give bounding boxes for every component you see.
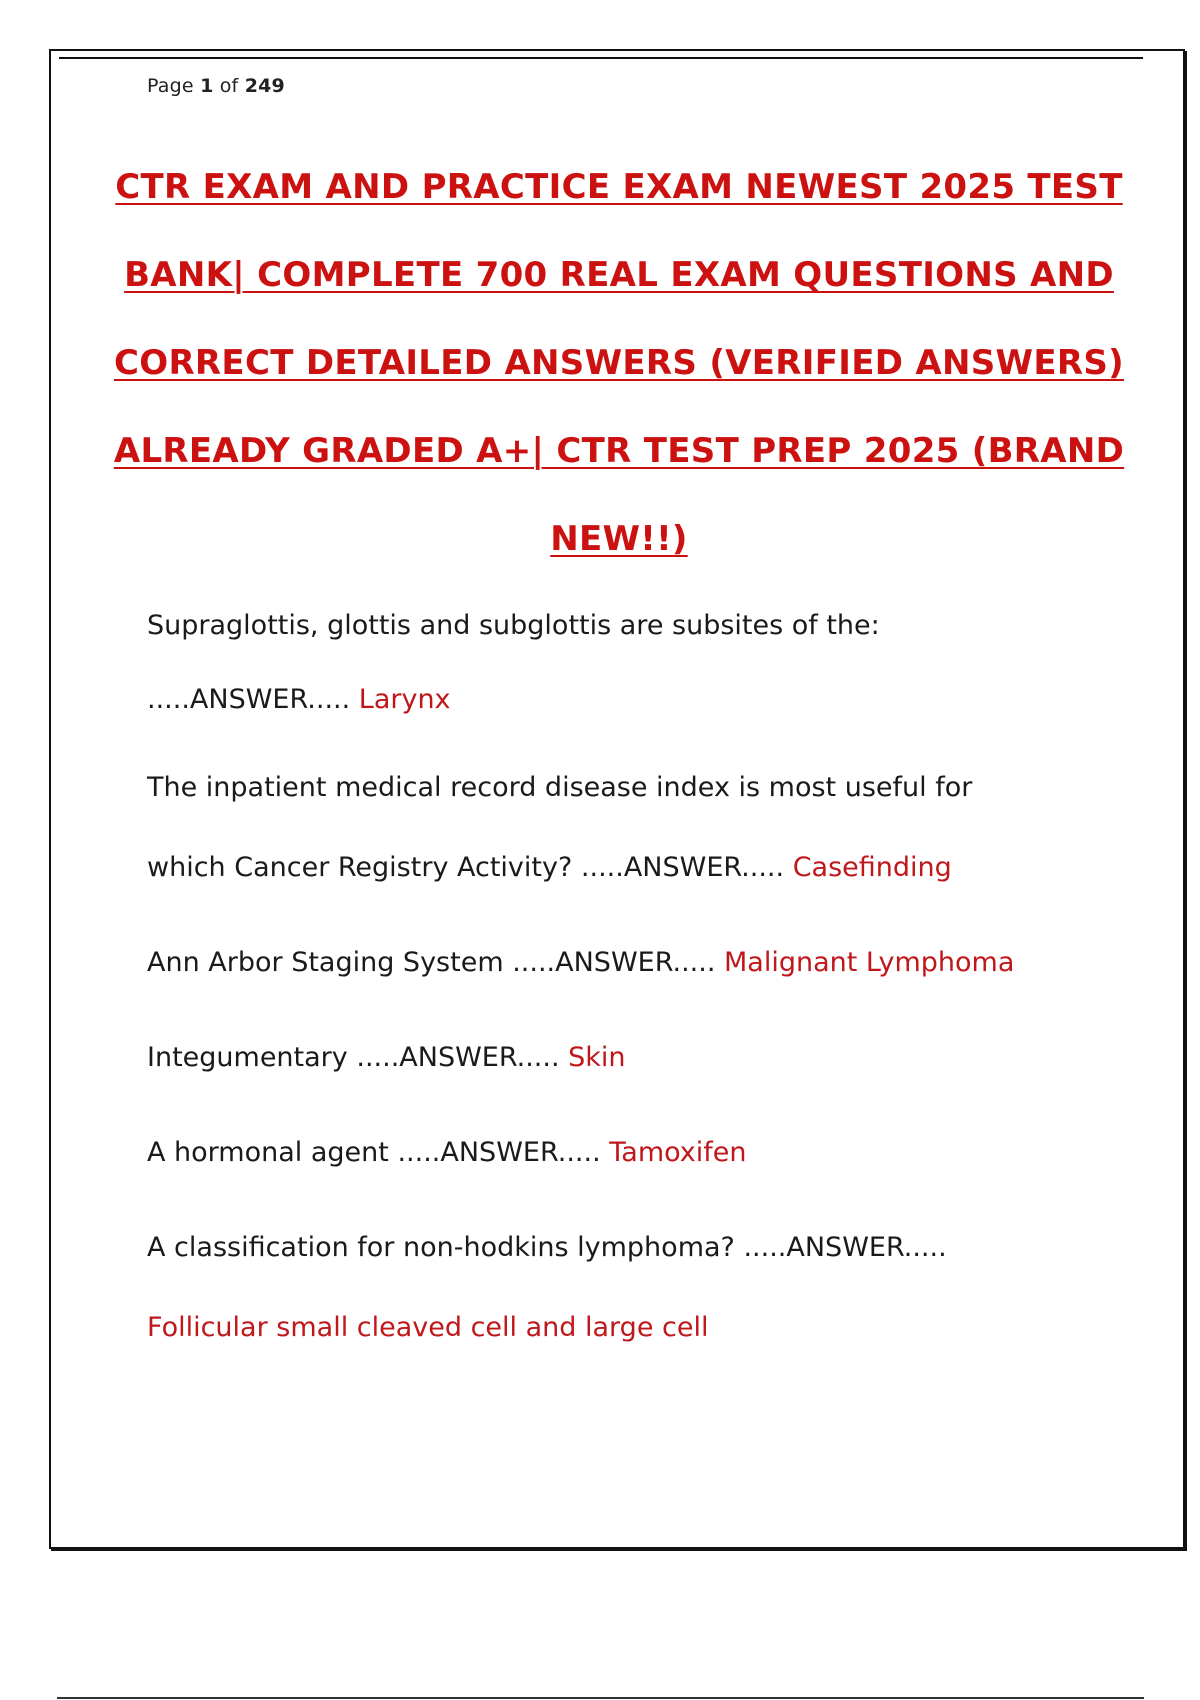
page-total: 249: [244, 75, 285, 97]
answer-line: [147, 685, 1147, 715]
answer-marker: .....ANSWER.....: [512, 947, 716, 978]
question-text: [147, 773, 1147, 803]
answer-line: [147, 1313, 1147, 1343]
question: which Cancer Registry Activity?: [147, 852, 573, 883]
question-answer-line: [147, 1138, 1147, 1168]
answer: Malignant Lymphoma: [724, 947, 1015, 978]
answer-marker: .....ANSWER.....: [397, 1137, 601, 1168]
question-answer-line: [147, 1043, 1147, 1073]
page-label: Page: [147, 75, 194, 97]
title-line: BANK| COMPLETE 700 REAL EXAM QUESTIONS AND: [124, 255, 1114, 295]
question-answer-line: [147, 853, 1147, 883]
answer: Follicular small cleaved cell and large cell: [147, 1312, 709, 1343]
question-answer-line: [147, 948, 1147, 978]
answer: Casefinding: [792, 852, 952, 883]
title-line: CORRECT DETAILED ANSWERS (VERIFIED ANSWERS): [114, 343, 1124, 383]
title-line: NEW!!): [550, 519, 688, 559]
footer-rule: [57, 1697, 1144, 1699]
question: Supraglottis, glottis and subglottis are subsites of the:: [147, 610, 880, 641]
question-text: [147, 1233, 1147, 1263]
question: Integumentary: [147, 1042, 348, 1073]
answer-marker: .....ANSWER.....: [356, 1042, 560, 1073]
question: Ann Arbor Staging System: [147, 947, 504, 978]
question: A classification for non-hodkins lymphoma?: [147, 1232, 735, 1263]
answer-marker: .....ANSWER.....: [743, 1232, 947, 1263]
answer-marker: .....ANSWER.....: [147, 684, 351, 715]
page-frame: [49, 49, 1185, 1549]
header-rule: [59, 57, 1143, 59]
answer: Larynx: [358, 684, 451, 715]
answer-marker: .....ANSWER.....: [580, 852, 785, 883]
question-text: [147, 611, 1147, 641]
page-number: [147, 75, 285, 97]
title-line: CTR EXAM AND PRACTICE EXAM NEWEST 2025 TEST: [115, 167, 1123, 207]
answer: Tamoxifen: [609, 1137, 747, 1168]
question: The inpatient medical record disease index is most useful for: [147, 772, 973, 803]
title-line: ALREADY GRADED A+| CTR TEST PREP 2025 (BRAND: [113, 431, 1125, 471]
answer: Skin: [568, 1042, 626, 1073]
page-of: of: [219, 75, 239, 97]
page-current: 1: [200, 75, 214, 97]
document-title: [111, 143, 1127, 583]
question: A hormonal agent: [147, 1137, 389, 1168]
